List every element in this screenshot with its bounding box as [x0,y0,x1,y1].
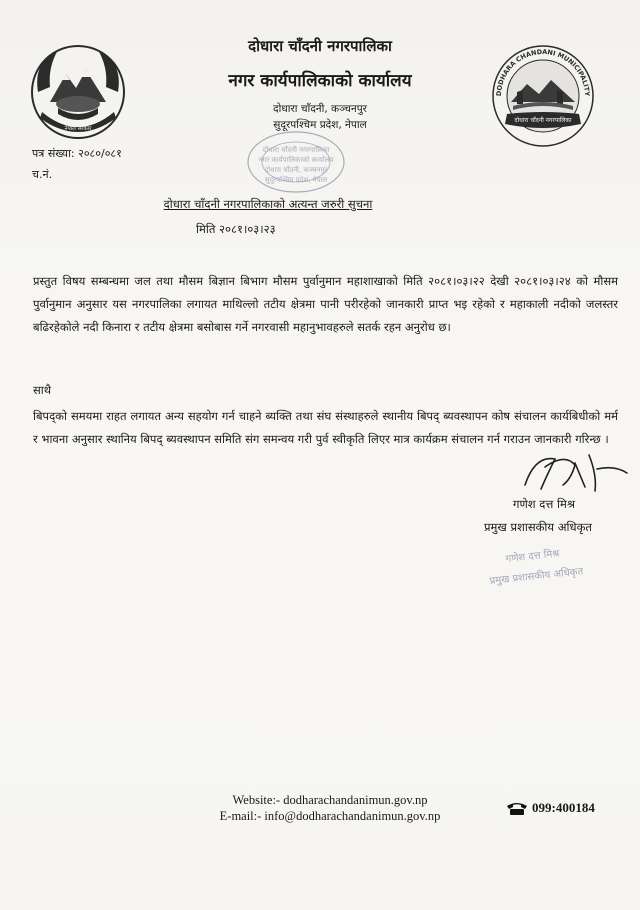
body-paragraph-1: प्रस्तुत विषय सम्बन्धमा जल तथा मौसम बिज्ञान बिभाग मौसम पुर्वानुमान महाशाखाको मिति २०८१।०३।२२ देखी २०८१।०३।२४ को मौसम पुर्वानुमान अनुसार यस नगरपालिका लगायत माथिल्लो तटीय क्षेत्रमा पानी परीरहेको जानकारी प्राप्त भइ रहेको र महाकाली नदीको जलस्तर बढिरहेकोले नदी किनारा र तटीय क्षेत्रमा बसोबास गर्ने नगरवासी महानुभावहरुले सतर्क रहन अनुरोध छ। [33,274,618,334]
handwritten-signature [505,445,635,500]
letter-number: पत्र संख्या: २०८०/०८१ [32,147,122,160]
stamp-line-2: नगर कार्यपालिकाको कार्यालय [258,156,334,164]
dispatch-number: च.नं. [32,168,53,181]
municipality-logo [487,40,599,152]
stamp-line-1: दोधारा चाँदनी नगरपालिका [262,146,330,154]
footer-phone [506,800,595,816]
footer-website: Website:- dodharachandanimun.gov.np [232,793,428,807]
body-paragraph-2: बिपद्को समयमा राहत लगायत अन्य सहयोग गर्न चाहने ब्यक्ति तथा संघ संस्थाहरुले स्थानीय बिपद् ब्यवस्थापन कोष संचालन कार्यबिधीको मर्म र भावना अनुसार स्थानिय बिपद् ब्यवस्थापन समिति संग समन्वय गरी पुर्व स्वीकृति लिएर मात्र कार्यक्रम संचालन गर्न गराउन जानकारी गरिन्छ । [33,409,618,446]
stamp-line-4: सुदूरपश्चिम प्रदेश, नेपाल [264,176,328,184]
emblem-caption: नेपाल सरकार [64,126,92,132]
name-stamp-line-2: प्रमुख प्रशासकीय अधिकृत [489,566,584,587]
logo-ribbon-text: दोधारा चाँदनी नगरपालिका [514,117,572,124]
notice-subject: दोधारा चाँदनी नगरपालिकाको अत्यन्त जरुरी सुचना [163,197,373,211]
signatory-name: गणेश दत्त मिश्र [513,497,575,511]
logo-arc-text: DODHARA CHANDANI MUNICIPALITY [494,47,592,97]
notice-date: मिति २०८१।०३।२३ [196,222,276,236]
phone-number: 099:400184 [532,800,595,815]
also-label: साथै [33,383,52,397]
signatory-designation: प्रमुख प्रशासकीय अधिकृत [484,520,592,534]
office-name: नगर कार्यपालिकाको कार्यालय [228,71,412,91]
office-address: दोधारा चाँदनी, कञ्चनपुर [273,103,367,115]
telephone-icon [506,801,528,815]
signatory-name-stamp [480,538,630,598]
office-province: सुदूरपश्चिम प्रदेश, नेपाल [273,119,367,131]
office-round-stamp [232,124,360,194]
stamp-line-3: दोधारा चाँदनी, कञ्चनपुर [264,166,328,174]
footer-email: E-mail:- info@dodharachandanimun.gov.np [219,809,441,823]
name-stamp-line-1: गणेश दत्त मिश्र [505,548,560,565]
municipality-name: दोधारा चाँदनी नगरपालिका [248,37,392,55]
